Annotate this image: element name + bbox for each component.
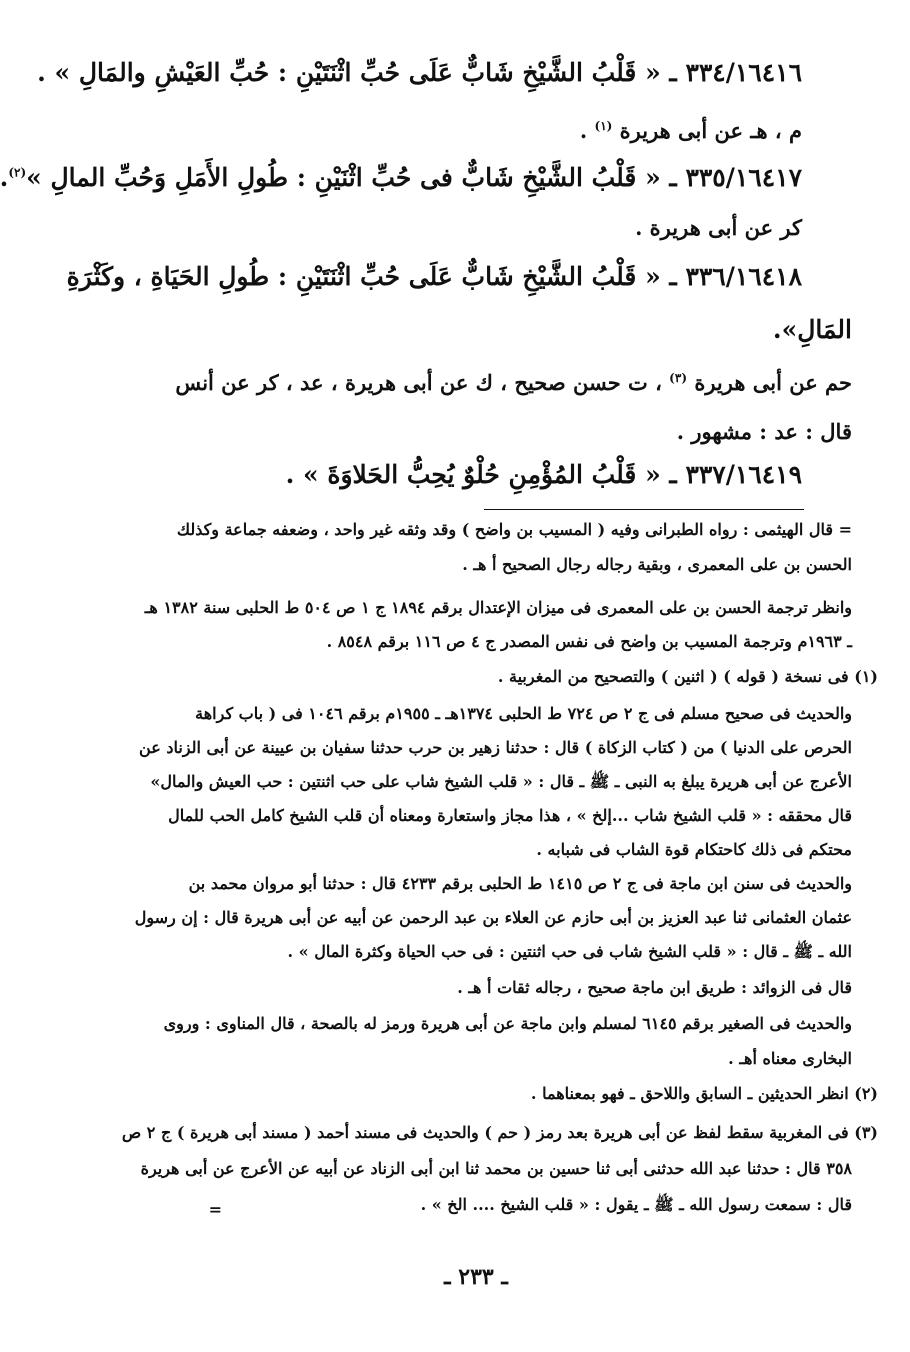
footnote-text: قال فى الزوائد : طريق ابن ماجة صحيح ، رجاله ثقات أ هـ . — [457, 978, 852, 997]
footnote-line — [82, 632, 852, 651]
footnote-line — [82, 874, 852, 893]
footnote-ref-1[interactable]: (١) — [594, 119, 613, 133]
footnote-text: ـ ١٩٦٣م وترجمة المسيب بن واضح فى نفس المصدر ج ٤ ص ١١٦ برقم ٨٥٤٨ . — [326, 632, 852, 651]
footnote-line — [82, 520, 852, 539]
page-number-text: ـ ٢٣٣ ـ — [444, 1264, 508, 1290]
footnote-line — [82, 704, 852, 723]
source-16418-note — [352, 419, 852, 444]
footnote-text: قال : سمعت رسول الله ـ ﷺ ـ يقول : « قلب الشيخ .... الخ » . — [420, 1195, 852, 1214]
hadith-16418-continuation — [452, 315, 852, 344]
footnote-text: والحديث فى صحيح مسلم فى ج ٢ ص ٧٢٤ ط الحلبى ١٣٧٤هـ ـ ١٩٥٥م برقم ١٠٤٦ فى ( باب كراهة — [195, 704, 852, 723]
footnote-text: ٣٥٨ قال : حدثنا عبد الله حدثنى أبى ثنا حسين بن محمد ثنا ابن أبى الزناد عن أبيه عن الأعرج عن أبى هريرة — [140, 1159, 852, 1178]
hadith-16418-cont-text: المَالِ». — [772, 315, 852, 344]
source-16418-a: حم عن أبى هريرة — [694, 370, 852, 395]
footnote-line — [82, 738, 852, 757]
source-16417-text: كر عن أبى هريرة . — [635, 215, 802, 240]
footnote-text: (٢) انظر الحديثين ـ السابق واللاحق ـ فهو بمعناهما . — [530, 1084, 878, 1103]
footnote-text: (٣) فى المغربية سقط لفظ عن أبى هريرة بعد رمز ( حم ) والحديث فى مسند أحمد ( مسند أبى هريرة ) ج ٢ ص — [121, 1123, 878, 1142]
hadith-16417-end: . — [0, 163, 9, 192]
footnote-text: وانظر ترجمة الحسن بن على المعمرى فى ميزان الإعتدال برقم ١٨٩٤ ج ١ ص ٥٠٤ ط الحلبى سنة ١٣٨٢ هـ — [144, 598, 852, 617]
hadith-16418-text: ٣٣٦/١٦٤١٨ ـ « قَلْبُ الشَّيْخِ شَابٌّ عَلَى حُبِّ اثْنَتَيْنِ : طُولِ الحَيَاةِ ، وكَثْرَةِ — [66, 262, 802, 291]
footnote-2 — [88, 1084, 878, 1103]
source-16418-c: قال : عد : مشهور . — [676, 419, 852, 444]
source-16418-b: ، ت حسن صحيح ، ك عن أبى هريرة ، عد ، كر عن أنس — [175, 370, 670, 395]
footnote-text: الحسن بن على المعمرى ، وبقية رجاله رجال الصحيح أ هـ . — [462, 555, 852, 574]
footnote-line — [82, 555, 852, 574]
footnote-line — [82, 840, 852, 859]
footnote-line — [82, 1014, 852, 1033]
hadith-16417-text: ٣٣٥/١٦٤١٧ ـ « قَلْبُ الشَّيْخِ شَابٌّ فى حُبِّ اثْنَيْنِ : طُولِ الأَمَلِ وَحُبِّ المالِ » — [26, 163, 802, 192]
source-16416-text: م ، هـ عن أبى هريرة — [619, 118, 802, 143]
footnote-1 — [88, 667, 878, 686]
hadith-16417 — [0, 163, 802, 192]
source-16418 — [92, 370, 852, 395]
footnote-line — [82, 908, 852, 927]
footnote-divider — [484, 509, 804, 510]
footnote-text: والحديث فى الصغير برقم ٦١٤٥ لمسلم وابن ماجة عن أبى هريرة ورمز له بالصحة ، قال المناوى : وروى — [163, 1014, 852, 1033]
footnote-line — [82, 978, 852, 997]
hadith-16419 — [102, 460, 802, 489]
footnote-line — [82, 806, 852, 825]
footnote-ref-3[interactable]: (٣) — [669, 371, 687, 385]
source-16416 — [202, 118, 802, 143]
footnote-text: قال محققه : « قلب الشيخ شاب ...إلخ » ، هذا مجاز واستعارة ومعناه أن قلب الشيخ كامل الحب للمال — [168, 806, 852, 825]
continuation-mark — [192, 1200, 222, 1219]
footnote-text: محتكم فى ذلك كاحتكام قوة الشاب فى شبابه . — [536, 840, 852, 859]
hadith-16416 — [37, 58, 802, 87]
footnote-line — [82, 1159, 852, 1178]
footnote-ref-2[interactable]: (٢) — [8, 165, 27, 180]
hadith-16419-text: ٣٣٧/١٦٤١٩ ـ « قَلْبُ المُؤْمِنِ حُلْوٌ يُحِبُّ الحَلاوَةَ » . — [285, 460, 802, 489]
footnote-text: البخارى معناه أهـ . — [728, 1049, 852, 1068]
footnote-text: الحرص على الدنيا ) من ( كتاب الزكاة ) قال : حدثنا زهير بن حرب حدثنا سفيان بن عيينة عن أبى الزناد عن — [139, 738, 852, 757]
footnote-text: الأعرج عن أبى هريرة يبلغ به النبى ـ ﷺ ـ قال : « قلب الشيخ شاب على حب اثنتين : حب العيش والمال» — [150, 772, 852, 791]
footnote-text: والحديث فى سنن ابن ماجة فى ج ٢ ص ١٤١٥ ط الحلبى برقم ٤٢٣٣ قال : حدثنا أبو مروان محمد بن — [188, 874, 852, 893]
page-number — [42, 1264, 910, 1290]
footnote-text: الله ـ ﷺ ـ قال : « قلب الشيخ شاب فى حب اثنتين : فى حب الحياة وكثرة المال » . — [287, 942, 852, 961]
footnote-line — [82, 772, 852, 795]
footnote-text: (١) فى نسخة ( قوله ) ( اثنين ) والتصحيح من المغربية . — [497, 667, 878, 686]
hadith-16416-text: ٣٣٤/١٦٤١٦ ـ « قَلْبُ الشَّيْخِ شَابٌّ عَلَى حُبِّ اثْنَتَيْنِ : حُبِّ العَيْشِ والمَالِ » . — [37, 58, 802, 87]
continuation-symbol: = — [208, 1200, 222, 1219]
footnote-3 — [88, 1123, 878, 1142]
source-16417 — [202, 215, 802, 240]
footnote-text: = قال الهيثمى : رواه الطبرانى وفيه ( المسيب بن واضح ) وقد وثقه غير واحد ، وضعفه جماعة وكذلك — [176, 520, 852, 539]
source-16416-end: . — [579, 118, 595, 143]
footnote-text: عثمان العثمانى ثنا عبد العزيز بن أبى حازم عن العلاء بن عبد الرحمن عن أبيه عن أبى هريرة قال : إن رسول — [134, 908, 852, 927]
hadith-16418 — [66, 262, 802, 291]
footnote-line — [82, 598, 852, 617]
footnote-line — [82, 1049, 852, 1068]
footnote-line — [82, 942, 852, 965]
